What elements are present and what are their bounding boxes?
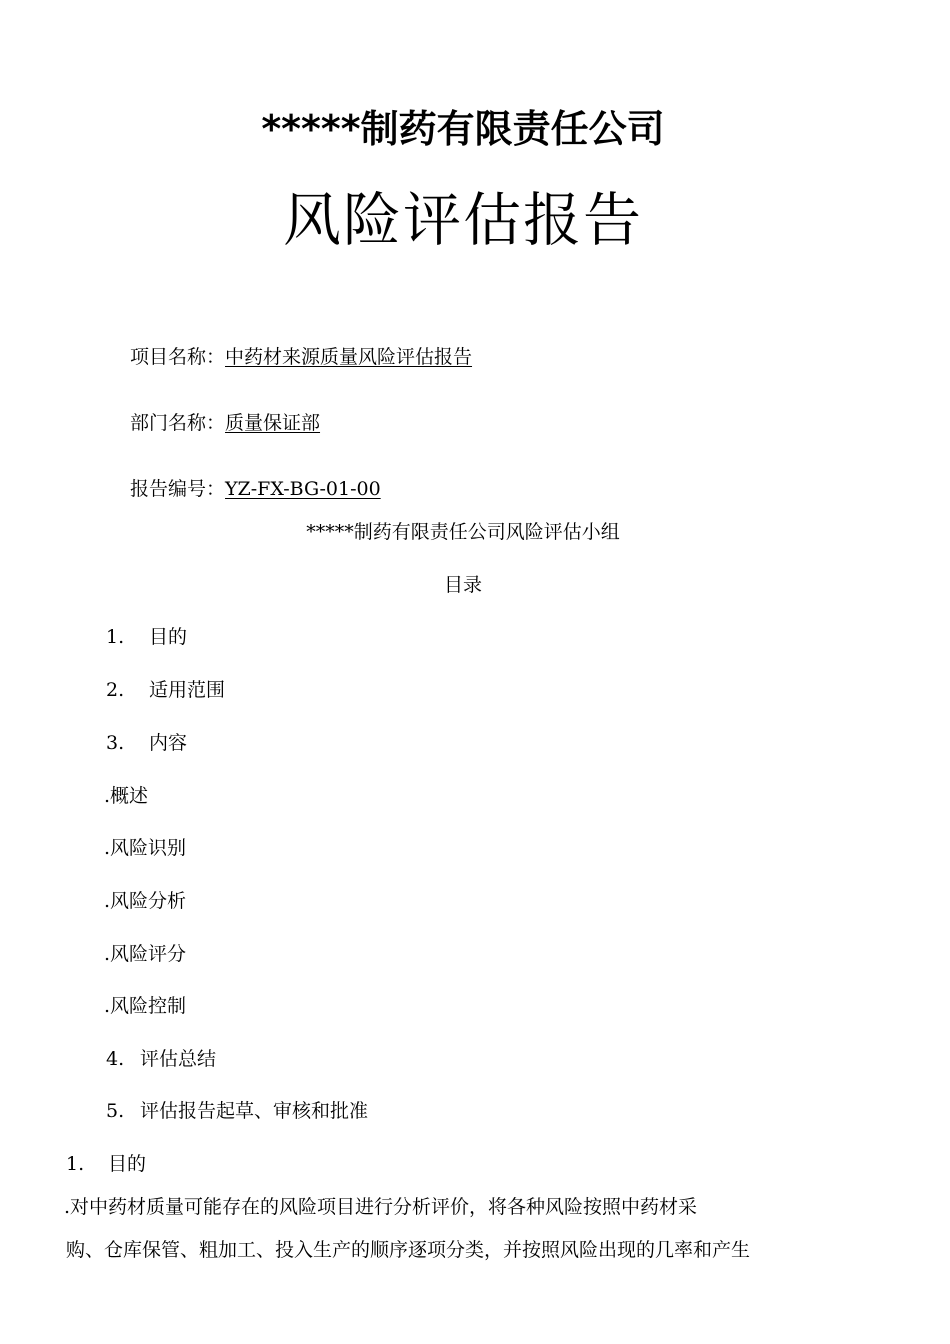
toc-item	[106, 623, 187, 651]
toc-item-number: 2.	[106, 679, 125, 701]
field-value: 中药材来源质量风险评估报告	[225, 346, 473, 368]
toc-item-number: 5.	[106, 1100, 125, 1122]
toc-item-text: .风险识别	[104, 837, 187, 859]
section-number: 1.	[66, 1153, 85, 1175]
toc-item-text: 评估报告起草、审核和批准	[140, 1100, 369, 1122]
report-title: 风险评估报告	[282, 186, 643, 254]
paragraph-line: .对中药材质量可能存在的风险项目进行分析评价，将各种风险按照中药材采	[64, 1196, 698, 1218]
toc-item-number: 4.	[106, 1048, 125, 1070]
toc-item-text: .风险控制	[104, 995, 187, 1017]
field-label: 部门名称：	[130, 412, 226, 434]
toc-item	[106, 729, 187, 757]
toc-item-text: 评估总结	[140, 1048, 217, 1070]
toc-item	[106, 1045, 216, 1073]
toc-subitem	[104, 992, 186, 1020]
field-value: YZ-FX-BG-01-00	[225, 478, 381, 500]
field-label: 报告编号：	[130, 478, 226, 500]
assessment-team: *****制药有限责任公司风险评估小组	[306, 521, 620, 543]
toc-item-number: 3.	[106, 732, 125, 754]
toc-title: 目录	[443, 574, 482, 596]
section-heading-text: 目的	[108, 1153, 147, 1175]
toc-subitem	[104, 782, 148, 810]
field-project-name	[130, 343, 472, 371]
toc-subitem	[104, 834, 186, 862]
field-report-number	[130, 475, 381, 503]
toc-subitem	[104, 887, 186, 915]
toc-item-text: 内容	[149, 732, 188, 754]
toc-item-text: .风险评分	[104, 943, 187, 965]
section-heading	[66, 1150, 146, 1178]
toc-item-text: .概述	[104, 785, 149, 807]
toc-item-text: 适用范围	[149, 679, 226, 701]
field-department-name	[130, 409, 320, 437]
company-name: *****制药有限责任公司	[261, 107, 665, 151]
toc-item-text: .风险分析	[104, 890, 187, 912]
toc-item-number: 1.	[106, 626, 125, 648]
toc-item	[106, 676, 225, 704]
field-value: 质量保证部	[225, 412, 321, 434]
toc-item-text: 目的	[149, 626, 188, 648]
toc-subitem	[104, 940, 186, 968]
toc-item	[106, 1097, 368, 1125]
paragraph-line: 购、仓库保管、粗加工、投入生产的顺序逐项分类，并按照风险出现的几率和产生	[66, 1239, 751, 1261]
field-label: 项目名称：	[130, 346, 226, 368]
